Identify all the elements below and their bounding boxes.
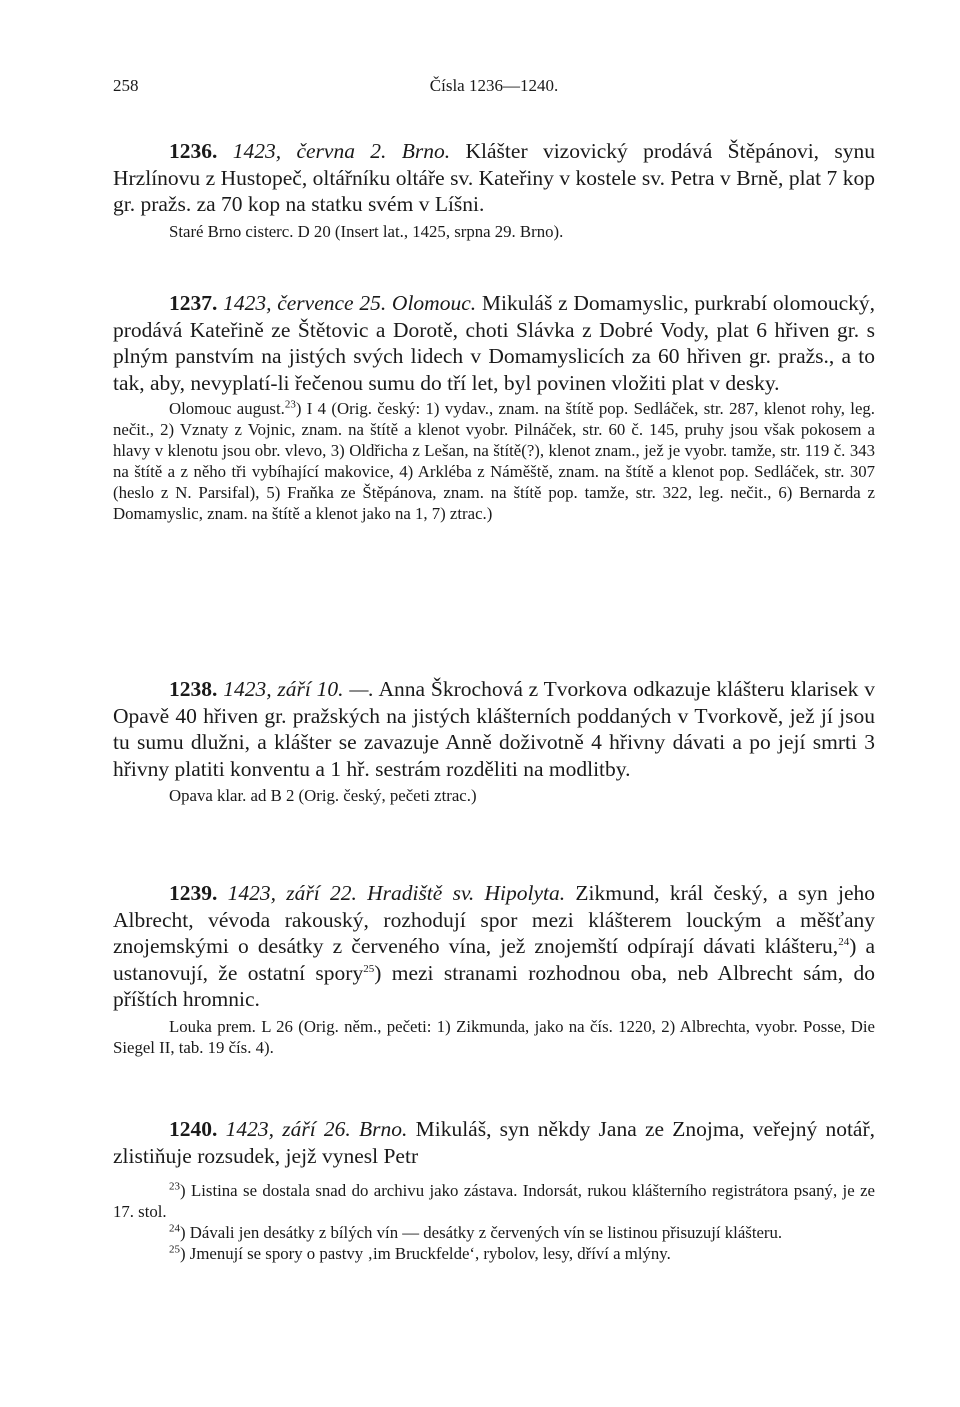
entry-number: 1238. (169, 677, 218, 701)
footnote (113, 1180, 875, 1222)
entry-source-note (113, 398, 875, 524)
entry-summary: Zikmund, král český, a syn jeho Albrecht, vévoda rakouský, rozhodují spor mezi klášterem louckým a měšťany znojemskými o desátky z červeného vína, jež znojemští odpírají dávati klášteru, (113, 881, 875, 958)
entry-1237 (113, 290, 875, 524)
running-title: Čísla 1236—1240. (429, 76, 559, 95)
entry-source-note: Opava klar. ad B 2 (Orig. český, pečeti ztrac.) (169, 786, 477, 805)
entry-number: 1236. (169, 139, 218, 163)
entry-text (113, 880, 875, 1013)
page-number: 258 (113, 76, 139, 95)
entry-number: 1240. (169, 1117, 218, 1141)
footnote-text: ) Dávali jen desátky z bílých vín — desátky z červených vín se listinou přisuzují klášteru. (180, 1223, 783, 1242)
entry-text (113, 676, 875, 782)
entry-summary: Mikuláš, syn někdy Jana ze Znojma, veřejný notář, zlistiňuje rozsudek, jejž vynesl Petr (113, 1117, 875, 1168)
entry-1236 (113, 138, 875, 242)
note-text: ) I 4 (Orig. český: 1) vydav., znam. na štítě pop. Sedláček, str. 287, klenot rohy, leg. nečit., 2) Vznaty z Vojnic, znam. na štítě a klenot vyobr. Pilnáček, str. 60 č. 145, pruhy jsou však pokosem a hlavy v klenotu jsou obr. vlevo, 3) Oldřicha z Lešan, na štítě(?), klenot znam., jež je vyobr. tamže, str. 119 č. 343 na štítě a z něho tři vybíhající makovice, 4) Arkléba z Náměště, znam. na štítě a klenot pop. Sedláček, str. 307 (heslo z N. Parsifal), 5) Fraňka ze Štěpánova, znam. na štítě pop. tamže, str. 322, leg. nečit., 6) Bernarda z Domamyslic, znam. na štítě a klenot jako na 1, 7) ztrac.) (113, 399, 875, 523)
entry-summary: ) mezi stranami rozhodnou oba, neb Albrecht sám, do příštích hromnic. (113, 960, 875, 1011)
entry-summary: Anna Škrochová z Tvorkova odkazuje klášteru klarisek v Opavě 40 hřiven gr. pražských na jistých klášterních poddaných v Tvorkově, jež jí jsou tu sumu dlužni, a klášter se zavazuje Anně doživotně 4 hřivny dávati a po její smrti 3 hřivny platiti konventu a 1 hř. sestrám rozděliti na modlitby. (113, 677, 875, 781)
entry-summary: Klášter vizovický prodává Štěpánovi, synu Hrzlínovu z Hustopeč, oltářníku oltáře sv. Kateřiny v kostele sv. Petra v Brně, plat 7 kop gr. pražs. za 70 kop na statku svém v Líšni. (113, 139, 876, 216)
entry-text (113, 290, 875, 396)
entry-text (113, 1116, 875, 1169)
footnotes (113, 1180, 875, 1264)
entry-date: 1423, září 26. Brno. (225, 1117, 408, 1141)
page-header (113, 76, 875, 102)
footnote-number: 25 (169, 1243, 180, 1256)
entry-summary: ) a ustanovují, že ostatní spory (113, 934, 876, 985)
footnote-ref: 24 (838, 935, 850, 948)
entry-1239 (113, 880, 875, 1058)
entry-number: 1239. (169, 881, 218, 905)
footnote-text: ) Jmenují se spory o pastvy ‚im Bruckfelde‘, rybolov, lesy, dříví a mlýny. (180, 1244, 671, 1263)
entry-text (113, 138, 875, 218)
entry-date: 1423, září 10. —. (223, 677, 374, 701)
note-text: Olomouc august. (169, 399, 285, 418)
footnote-ref: 23 (284, 398, 296, 411)
footnote-number: 23 (169, 1180, 180, 1193)
entry-summary: Mikuláš z Domamyslic, purkrabí olomoucký, prodává Kateřině ze Štětovic a Dorotě, choti Slávka z Dobré Vody, plat 6 hřiven gr. s plným panstvím na jistých svých lidech v Domamyslicích za 60 hřiven gr. pražs., a to tak, aby, nevyplatí-li řečenou sumu do tří let, byl povinen vložiti plat v desky. (113, 291, 875, 395)
footnote (113, 1243, 875, 1264)
footnote-ref: 25 (363, 962, 375, 975)
footnote-number: 24 (169, 1222, 180, 1235)
entry-1238 (113, 676, 875, 806)
entry-1240 (113, 1116, 875, 1169)
entry-number: 1237. (169, 291, 218, 315)
entry-date: 1423, července 25. Olomouc. (223, 291, 477, 315)
entry-source-note: Louka prem. L 26 (Orig. něm., pečeti: 1) Zikmunda, jako na čís. 1220, 2) Albrechta, vyobr. Posse, Die Siegel II, tab. 19 čís. 4). (113, 1016, 875, 1057)
entry-date: 1423, září 22. Hradiště sv. Hipolyta. (227, 881, 566, 905)
footnote (113, 1222, 875, 1243)
entry-source-note: Staré Brno cisterc. D 20 (Insert lat., 1425, srpna 29. Brno). (169, 221, 564, 241)
entry-date: 1423, června 2. Brno. (232, 139, 451, 163)
footnote-text: ) Listina se dostala snad do archivu jako zástava. Indorsát, rukou klášterního registrátora psaný, je ze 17. stol. (113, 1181, 875, 1221)
